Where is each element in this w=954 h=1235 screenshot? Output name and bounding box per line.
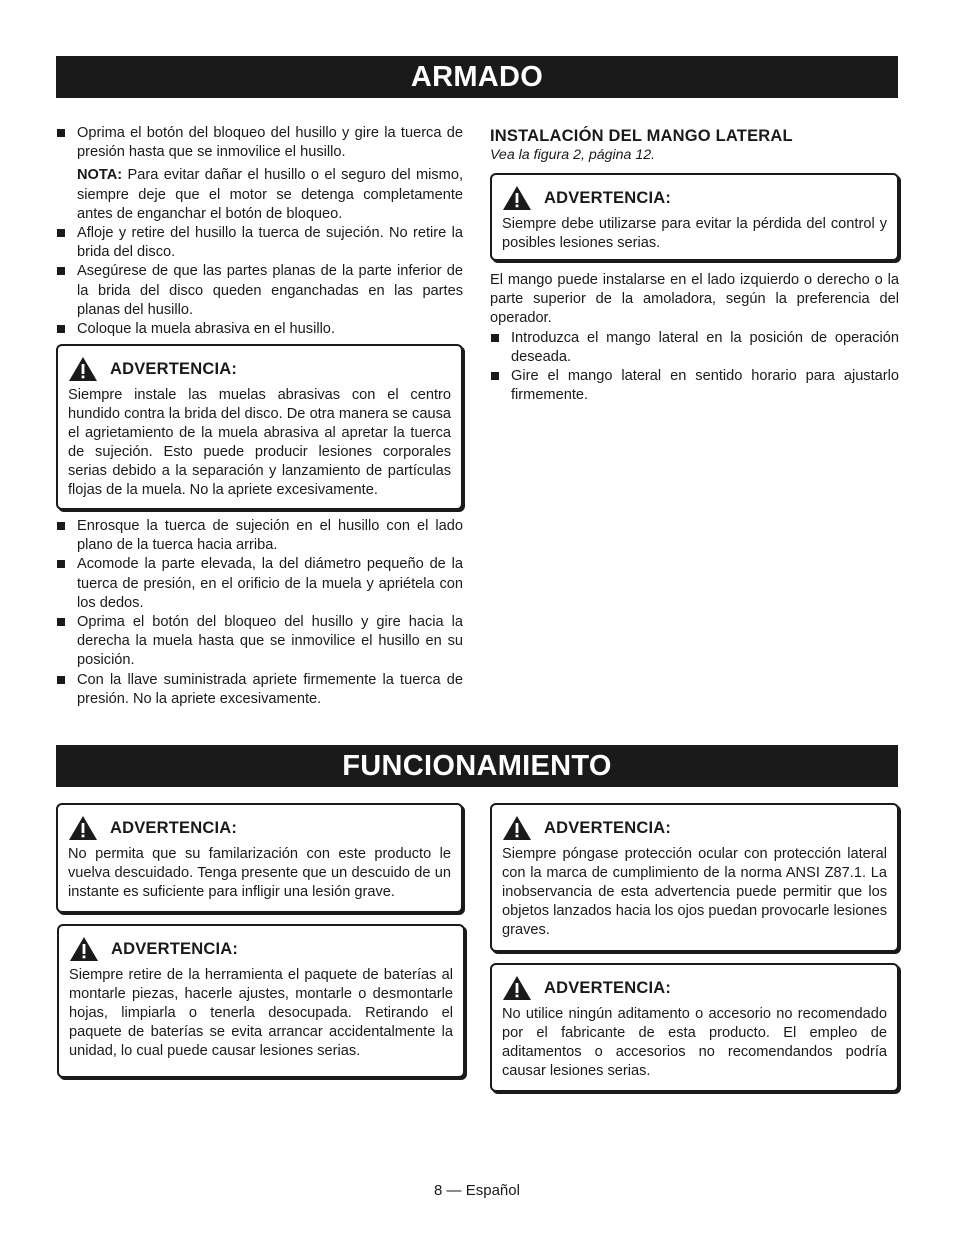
list-item bbox=[56, 124, 463, 162]
warning-triangle-icon bbox=[502, 975, 532, 1001]
list-item bbox=[56, 555, 463, 613]
list-item-text: Gire el mango lateral en sentido horario para ajustarlo firmemente. bbox=[511, 368, 899, 404]
warning-header bbox=[502, 185, 887, 211]
list-item-text: Acomode la parte elevada, la del diámetro pequeño de la tuerca de presión, en el orificio de la muela y apriétela con los dedos. bbox=[77, 556, 463, 611]
paragraph: El mango puede instalarse en el lado izquierdo o derecho o la parte superior de la amoladora, según la preferencia del operador. bbox=[490, 272, 899, 327]
list-item bbox=[490, 367, 899, 405]
section-title-armado: ARMADO bbox=[56, 56, 898, 98]
list-item bbox=[56, 517, 463, 555]
warning-title: ADVERTENCIA: bbox=[544, 188, 672, 207]
list-item-text: Oprima el botón del bloqueo del husillo y gire la tuerca de presión hasta que se inmovilice el husillo. bbox=[77, 125, 463, 161]
list-item bbox=[490, 329, 899, 367]
warning-header bbox=[68, 815, 451, 841]
list-item-text: Oprima el botón del bloqueo del husillo y gire hacia la derecha la muela hasta que se inmovilice el husillo en su posición. bbox=[77, 614, 463, 669]
list-item bbox=[56, 613, 463, 671]
list-item bbox=[56, 320, 463, 339]
warning-triangle-icon bbox=[502, 185, 532, 211]
section-title-funcionamiento: FUNCIONAMIENTO bbox=[56, 745, 898, 787]
list-item-text: Con la llave suministrada apriete firmemente la tuerca de presión. No la apriete excesivamente. bbox=[77, 671, 463, 707]
figure-reference: Vea la figura 2, página 12. bbox=[490, 147, 656, 163]
warning-box bbox=[490, 173, 899, 261]
warning-triangle-icon bbox=[68, 356, 98, 382]
armado-left-column-2 bbox=[56, 517, 463, 709]
list-item bbox=[56, 224, 463, 262]
square-bullet-icon bbox=[57, 267, 65, 275]
warning-title: ADVERTENCIA: bbox=[544, 978, 672, 997]
square-bullet-icon bbox=[57, 522, 65, 530]
square-bullet-icon bbox=[491, 334, 499, 342]
warning-title: ADVERTENCIA: bbox=[111, 939, 239, 958]
warning-box bbox=[490, 963, 899, 1092]
warning-header bbox=[502, 815, 887, 841]
warning-box bbox=[57, 924, 465, 1078]
armado-right-column bbox=[490, 126, 899, 164]
warning-text: Siempre retire de la herramienta el paquete de baterías al montarle piezas, hacerle ajustes, montarle o desmontarle hojas, limpiarla o tenerla desocupada. Retirando el paquete de baterías se evita arrancar accidentalmente la unidad, lo cual puede causar lesiones serias. bbox=[69, 967, 453, 1059]
list-item-text: Afloje y retire del husillo la tuerca de sujeción. No retire la brida del disco. bbox=[77, 225, 463, 261]
list-item-text: Asegúrese de que las partes planas de la parte inferior de la brida del disco queden enganchadas en las partes planas del husillo. bbox=[77, 263, 463, 318]
list-item bbox=[56, 262, 463, 320]
subsection-heading: INSTALACIÓN DEL MANGO LATERAL bbox=[490, 127, 793, 145]
list-item bbox=[56, 671, 463, 709]
warning-header bbox=[68, 356, 451, 382]
warning-title: ADVERTENCIA: bbox=[110, 359, 238, 378]
square-bullet-icon bbox=[57, 618, 65, 626]
square-bullet-icon bbox=[57, 676, 65, 684]
square-bullet-icon bbox=[57, 560, 65, 568]
warning-text: Siempre póngase protección ocular con protección lateral con la marca de cumplimiento de la norma ANSI Z87.1. La inobservancia de esta advertencia puede permitir que los objetos lanzados hacia los ojos puedan provocarle lesiones graves. bbox=[502, 846, 887, 938]
warning-triangle-icon bbox=[502, 815, 532, 841]
warning-text: No permita que su familarización con este producto le vuelva descuidado. Tenga presente que un descuido de un instante es suficiente para infligir una lesión grave. bbox=[68, 846, 451, 900]
armado-right-column-2 bbox=[490, 271, 899, 405]
warning-text: Siempre instale las muelas abrasivas con el centro hundido contra la brida del disco. De otra manera se causa el agrietamiento de la muela abrasiva al apretar la tuerca de sujeción. Esto puede producir lesiones corporales serias debido a la separación y lanzamiento de partículas flojas de la muela. No la apriete excesivamente. bbox=[68, 387, 451, 498]
warning-box bbox=[56, 803, 463, 913]
list-item-text: Enrosque la tuerca de sujeción en el husillo con el lado plano de la tuerca hacia arriba. bbox=[77, 518, 463, 554]
note-label: NOTA: bbox=[77, 167, 123, 184]
note-text: Para evitar dañar el husillo o el seguro del mismo, siempre deje que el motor se detenga completamente antes de enganchar el botón de bloqueo. bbox=[77, 167, 463, 222]
warning-header bbox=[502, 975, 887, 1001]
square-bullet-icon bbox=[57, 229, 65, 237]
warning-box bbox=[56, 344, 463, 510]
square-bullet-icon bbox=[57, 325, 65, 333]
page-footer: 8 — Español bbox=[434, 1182, 520, 1199]
list-item-text: Coloque la muela abrasiva en el husillo. bbox=[77, 321, 335, 338]
note bbox=[56, 166, 463, 224]
warning-title: ADVERTENCIA: bbox=[544, 818, 672, 837]
warning-text: No utilice ningún aditamento o accesorio no recomendado por el fabricante de esta producto. El empleo de aditamentos o accesorios no recomendandos podría causar lesiones serias. bbox=[502, 1006, 887, 1079]
warning-box bbox=[490, 803, 899, 952]
warning-header bbox=[69, 936, 453, 962]
armado-left-column bbox=[56, 124, 463, 339]
warning-title: ADVERTENCIA: bbox=[110, 818, 238, 837]
square-bullet-icon bbox=[491, 372, 499, 380]
warning-text: Siempre debe utilizarse para evitar la pérdida del control y posibles lesiones serias. bbox=[502, 216, 887, 251]
square-bullet-icon bbox=[57, 129, 65, 137]
warning-triangle-icon bbox=[68, 815, 98, 841]
list-item-text: Introduzca el mango lateral en la posición de operación deseada. bbox=[511, 329, 899, 365]
warning-triangle-icon bbox=[69, 936, 99, 962]
